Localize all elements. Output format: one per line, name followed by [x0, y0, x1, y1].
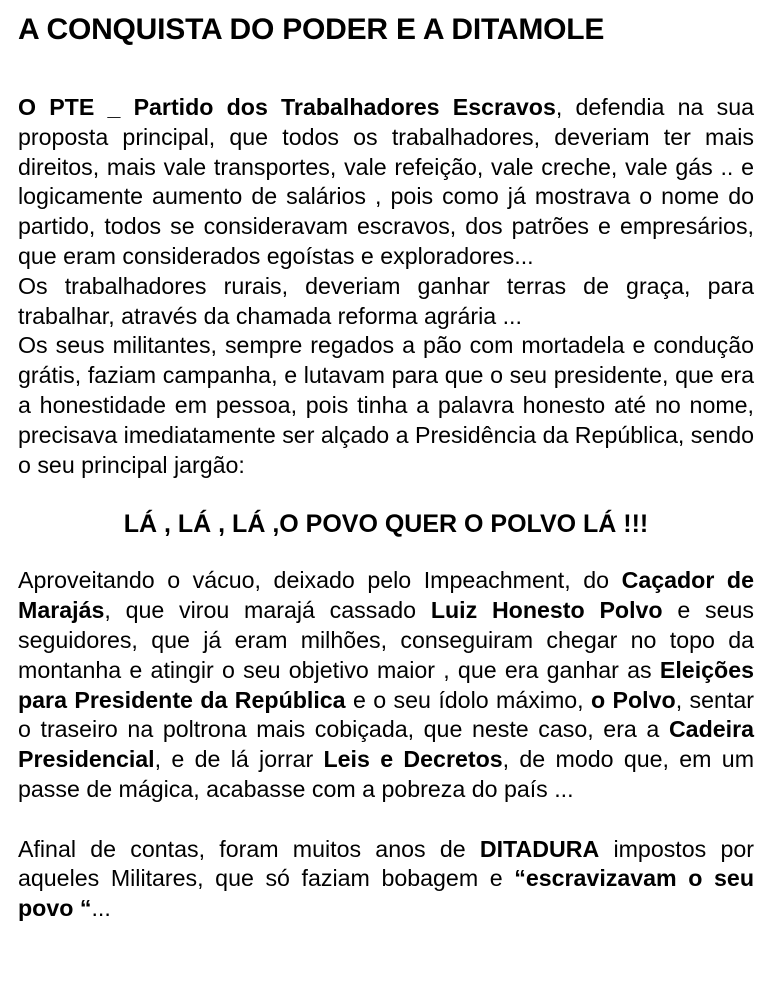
paragraph-text: Aproveitando o vácuo, deixado pelo Impeachment, do	[18, 567, 622, 594]
bold-eleicoes: Eleições para Presidente da República	[18, 656, 754, 713]
paragraph-text: , defendia na sua proposta principal, que todos os trabalhadores, deveriam ter mais direitos, mais vale transportes, vale refeição, vale creche, vale gás .. e logicamente aumento de salários , pois como já mostrava o nome do partido, todos se consideravam escravos, dos patrões e empresários, que eram considerados egoístas e exploradores...	[18, 94, 754, 269]
text-block-intro	[18, 93, 754, 480]
bold-leis-e-decretos: Leis e Decretos	[323, 746, 503, 773]
bold-cadeira-presidencial: Cadeira Presidencial	[18, 716, 754, 773]
paragraph-militants: Os seus militantes, sempre regados a pão com mortadela e condução grátis, faziam campanha, e lutavam para que o seu presidente, que era a honestidade em pessoa, pois tinha a palavra honesto até no nome, precisava imediatamente ser alçado a Presidência da República, sendo o seu principal jargão:	[18, 332, 754, 478]
bold-ditadura: DITADURA	[479, 835, 600, 862]
party-name-bold: O PTE _ Partido dos Trabalhadores Escravos	[18, 94, 556, 120]
slogan-heading: LÁ , LÁ , LÁ ,O POVO QUER O POLVO LÁ !!!	[123, 510, 649, 539]
paragraph-ditadura	[18, 835, 754, 924]
paragraph-text: , sentar o traseiro na poltrona mais cobiçada, que neste caso, era a	[18, 686, 754, 743]
text-block-ditadura	[18, 835, 754, 924]
bold-o-polvo: o Polvo	[591, 686, 676, 713]
paragraph-text: ...	[91, 895, 111, 922]
paragraph-text: , que virou marajá cassado	[104, 597, 431, 624]
paragraph-text: impostos por aqueles Militares, que só faziam bobagem e	[18, 835, 754, 892]
paragraph-rural-workers: Os trabalhadores rurais, deveriam ganhar terras de graça, para trabalhar, através da chamada reforma agrária ...	[18, 272, 754, 329]
bold-escravizavam: “escravizavam o seu povo “	[18, 865, 754, 922]
paragraph-text: e o seu ídolo máximo,	[345, 686, 591, 713]
paragraph-text: , de modo que, em um passe de mágica, acabasse com a pobreza do país ...	[18, 746, 755, 802]
paragraph-pte-proposal	[18, 93, 754, 272]
paragraph-text: , e de lá jorrar	[154, 746, 324, 773]
text-block-elections	[18, 566, 754, 804]
paragraph-text: Afinal de contas, foram muitos anos de	[18, 835, 480, 862]
bold-cacador-de-marajas: Caçador de Marajás	[18, 567, 754, 624]
paragraph-elections	[18, 566, 754, 804]
document-title: A CONQUISTA DO PODER E A DITAMOLE	[18, 13, 605, 46]
bold-luiz-honesto-polvo: Luiz Honesto Polvo	[430, 597, 663, 624]
paragraph-text: e seus seguidores, que já eram milhões, conseguiram chegar no topo da montanha e atingir o seu objetivo maior , que era ganhar as	[18, 597, 754, 683]
